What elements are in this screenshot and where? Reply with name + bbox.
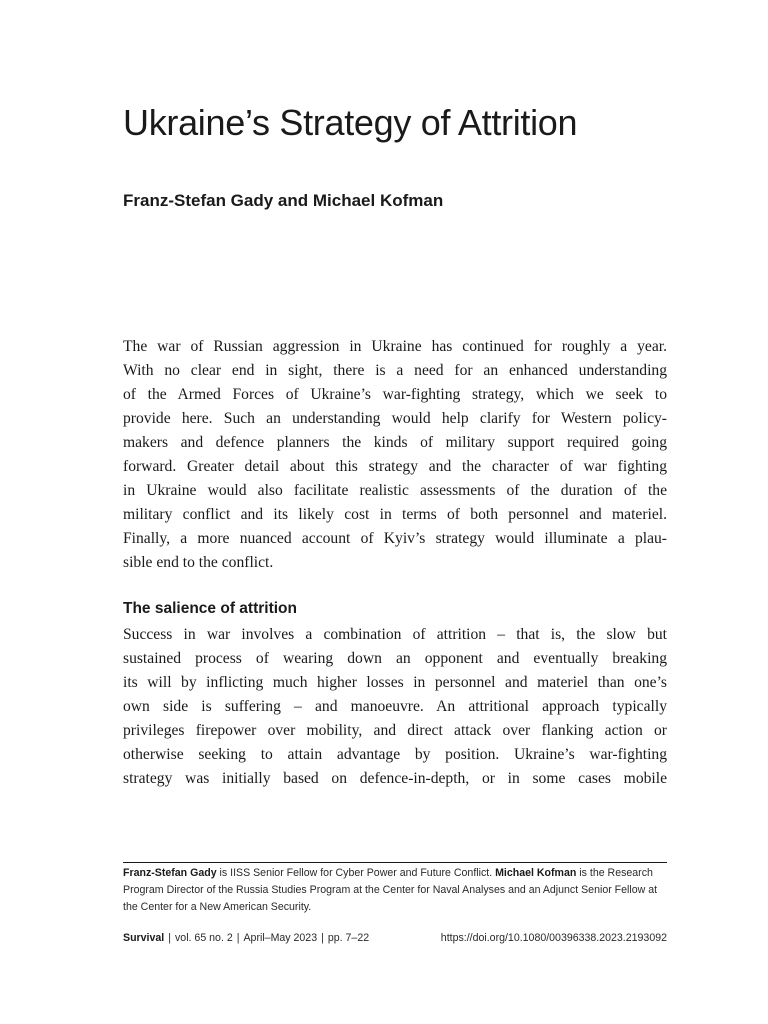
volume-info: vol. 65 no. 2 xyxy=(175,932,233,944)
paragraph-line: sustained process of wearing down an opponent and eventually breaking xyxy=(123,650,667,667)
paragraph-line: own side is suffering – and manoeuvre. An attritional approach typically xyxy=(123,698,667,715)
paragraph-line: The war of Russian aggression in Ukraine has continued for roughly a year. xyxy=(123,338,667,355)
paragraph-line: in Ukraine would also facilitate realistic assessments of the duration of the xyxy=(123,482,667,499)
section-paragraph xyxy=(123,623,667,791)
paragraph-line: its will by inflicting much higher losses in personnel and materiel than one’s xyxy=(123,674,667,691)
citation-info xyxy=(123,929,369,947)
journal-name: Survival xyxy=(123,932,165,944)
paragraph-line: military conflict and its likely cost in terms of both personnel and materiel. xyxy=(123,506,667,523)
paragraph-line: With no clear end in sight, there is a need for an enhanced understanding xyxy=(123,362,667,379)
paragraph-line: Finally, a more nuanced account of Kyiv’s strategy would illuminate a plau- xyxy=(123,530,667,547)
paragraph-line: forward. Greater detail about this strategy and the character of war fighting xyxy=(123,458,667,475)
paragraph-line: sible end to the conflict. xyxy=(123,554,274,571)
separator: | xyxy=(236,932,240,944)
footnote-author1-name: Franz-Stefan Gady xyxy=(123,867,217,879)
author-footnote xyxy=(123,865,671,916)
issue-date: April–May 2023 xyxy=(243,932,318,944)
footnote-author2-name: Michael Kofman xyxy=(495,867,577,879)
paragraph-line: makers and defence planners the kinds of military support required going xyxy=(123,434,667,451)
paragraph-line: otherwise seeking to attain advantage by position. Ukraine’s war-fighting xyxy=(123,746,667,763)
intro-paragraph xyxy=(123,335,667,575)
paragraph-line: strategy was initially based on defence-in-depth, or in some cases mobile xyxy=(123,770,667,787)
article-authors: Franz-Stefan Gady and Michael Kofman xyxy=(123,191,444,210)
paragraph-line: provide here. Such an understanding would help clarify for Western policy- xyxy=(123,410,667,427)
section-heading: The salience of attrition xyxy=(123,600,297,617)
separator: | xyxy=(168,932,171,944)
footnote-author1-desc: is IISS Senior Fellow for Cyber Power and Future Conflict. xyxy=(216,867,496,879)
paragraph-line: privileges firepower over mobility, and direct attack over flanking action or xyxy=(123,722,667,739)
paragraph-line: Success in war involves a combination of attrition – that is, the slow but xyxy=(123,626,667,643)
paragraph-line: of the Armed Forces of Ukraine’s war-fighting strategy, which we seek to xyxy=(123,386,667,403)
article-title: Ukraine’s Strategy of Attrition xyxy=(123,102,578,143)
doi-link[interactable]: https://doi.org/10.1080/00396338.2023.2193092 xyxy=(440,932,667,944)
footnote-author2-desc: is the Research Program Director of the Russia Studies Program at the Center for Naval Analyses and an Adjunct Senior Fellow at the Center for a New American Security. xyxy=(123,867,658,913)
separator: | xyxy=(321,932,324,944)
page-footer xyxy=(123,929,667,947)
page-range: pp. 7–22 xyxy=(327,932,370,944)
footnote-divider xyxy=(123,862,667,863)
